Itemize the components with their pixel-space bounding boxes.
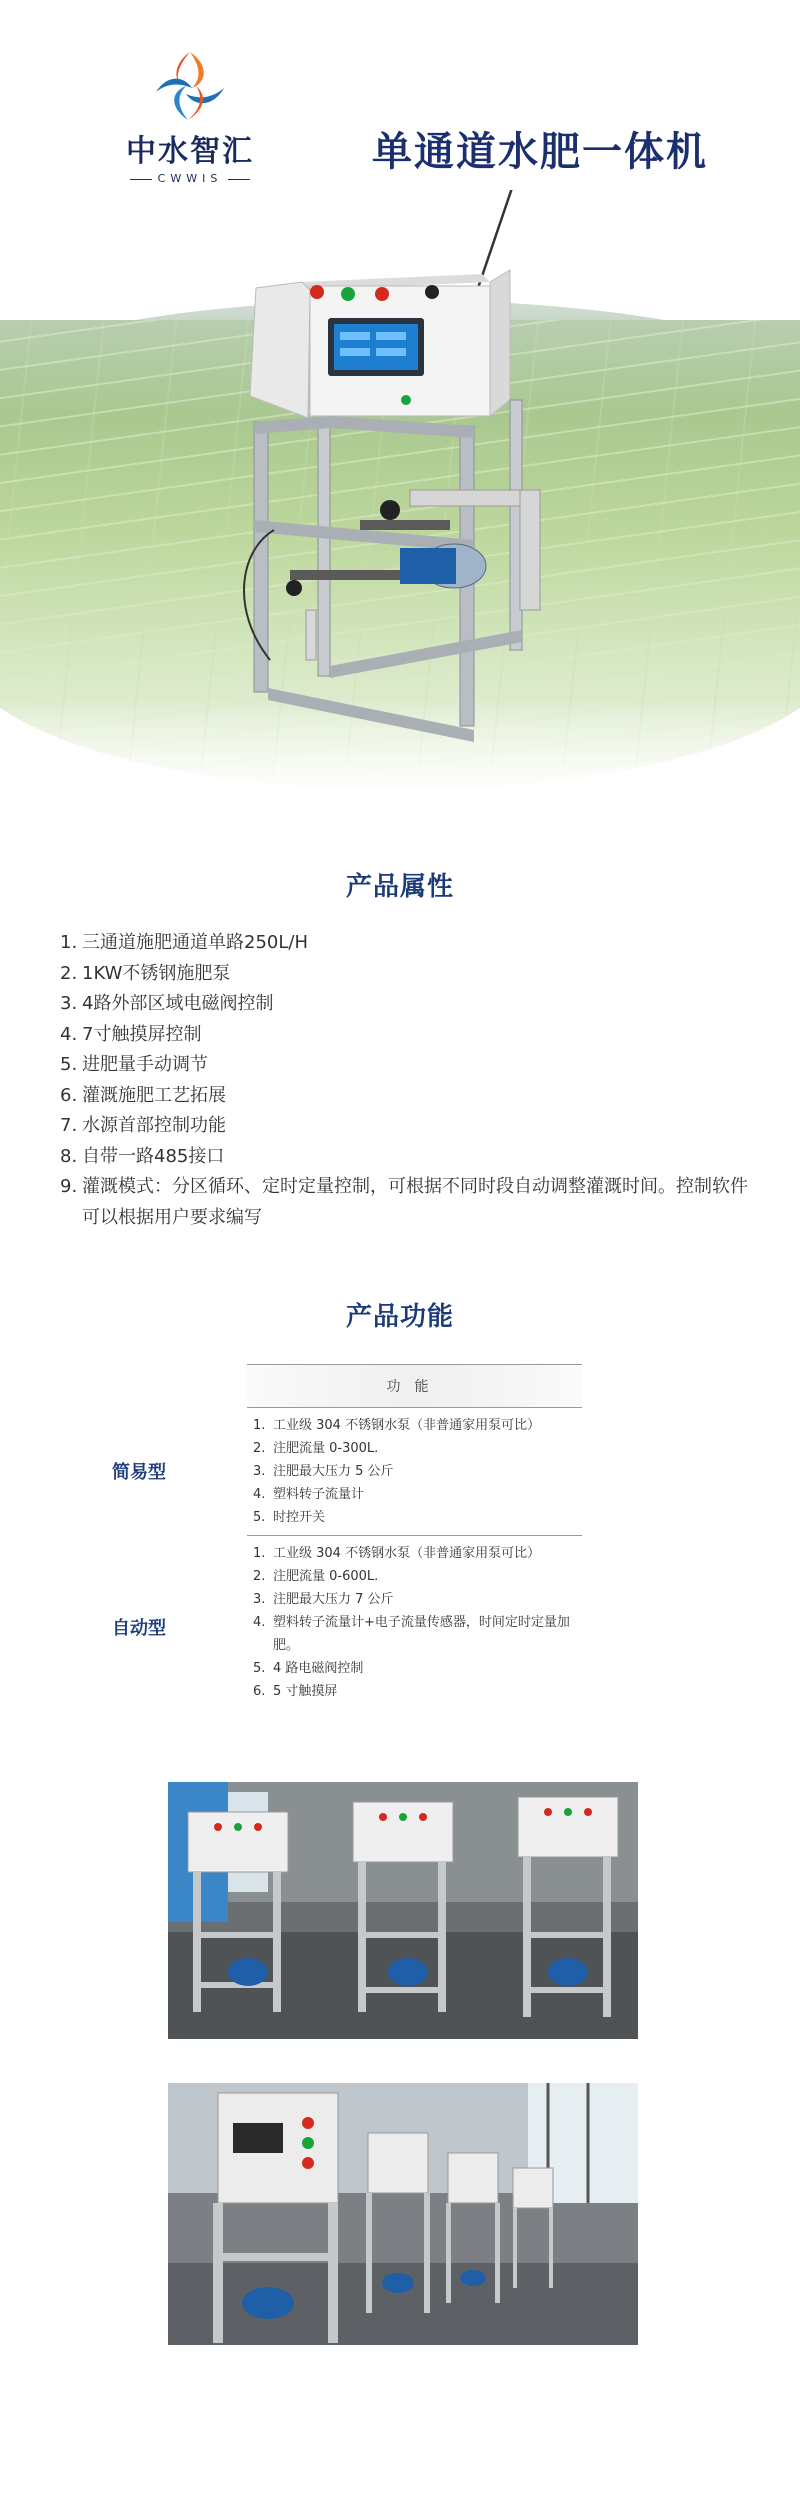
functions-heading: 产品功能 xyxy=(345,1302,454,1332)
list-item: 5. 进肥量手动调节 xyxy=(60,1054,208,1075)
table-row: 3. 注肥最大压力 5 公斤 xyxy=(253,1464,394,1479)
brand-logo xyxy=(110,48,270,185)
brand-name-cn: 中水智汇 xyxy=(126,134,254,169)
properties-list xyxy=(60,928,750,1233)
properties-heading: 产品属性 xyxy=(345,872,454,902)
table-row: 5. 4 路电磁阀控制 xyxy=(253,1661,364,1676)
table-row: 1. 工业级 304 不锈钢水泵（非普通家用泵可比） xyxy=(253,1418,541,1433)
table-row: 5. 时控开关 xyxy=(253,1510,326,1525)
list-item: 8. 自带一路485接口 xyxy=(60,1145,225,1167)
brand-name-en: CWWIS xyxy=(110,172,270,185)
brand-logo-icon xyxy=(148,48,232,124)
table-row: 2. 注肥流量 0-600L. xyxy=(253,1569,379,1584)
list-item: 4. 7寸触摸屏控制 xyxy=(60,1023,202,1045)
table-row: 4. 塑料转子流量计 xyxy=(253,1487,365,1502)
list-item: 7. 水源首部控制功能 xyxy=(60,1115,226,1136)
list-item: 9. 灌溉模式：分区循环、定时定量控制，可根据不同时段自动调整灌溉时间。控制软件可以根据用户要求编写 xyxy=(60,1176,748,1228)
list-item: 3. 4路外部区域电磁阀控制 xyxy=(60,993,274,1014)
list-item: 1. 三通道施肥通道单路250L/H xyxy=(60,932,308,953)
table-row: 2. 注肥流量 0-300L. xyxy=(253,1441,379,1456)
fertigation-machine-image xyxy=(210,190,570,780)
functions-table xyxy=(247,1364,582,1709)
table-row: 4. 塑料转子流量计+电子流量传感器，时间定时定量加肥。 xyxy=(253,1615,570,1653)
functions-table-header: 功能 xyxy=(247,1364,582,1408)
table-row: 3. 注肥最大压力 7 公斤 xyxy=(253,1592,394,1607)
auto-type-label: 自动型 xyxy=(112,1618,166,1639)
list-item: 2. 1KW不锈钢施肥泵 xyxy=(60,962,231,984)
table-row: 1. 工业级 304 不锈钢水泵（非普通家用泵可比） xyxy=(253,1546,541,1561)
auto-type-rows xyxy=(247,1536,582,1709)
product-title: 单通道水肥一体机 xyxy=(372,129,708,175)
table-row: 6. 5 寸触摸屏 xyxy=(253,1684,338,1699)
workshop-photo-three-units xyxy=(168,1782,638,2039)
hero-banner xyxy=(0,0,800,820)
simple-type-rows xyxy=(247,1408,582,1536)
list-item: 6. 灌溉施肥工艺拓展 xyxy=(60,1084,226,1106)
workshop-photo-row-of-units xyxy=(168,2083,638,2345)
simple-type-label: 简易型 xyxy=(112,1462,166,1483)
